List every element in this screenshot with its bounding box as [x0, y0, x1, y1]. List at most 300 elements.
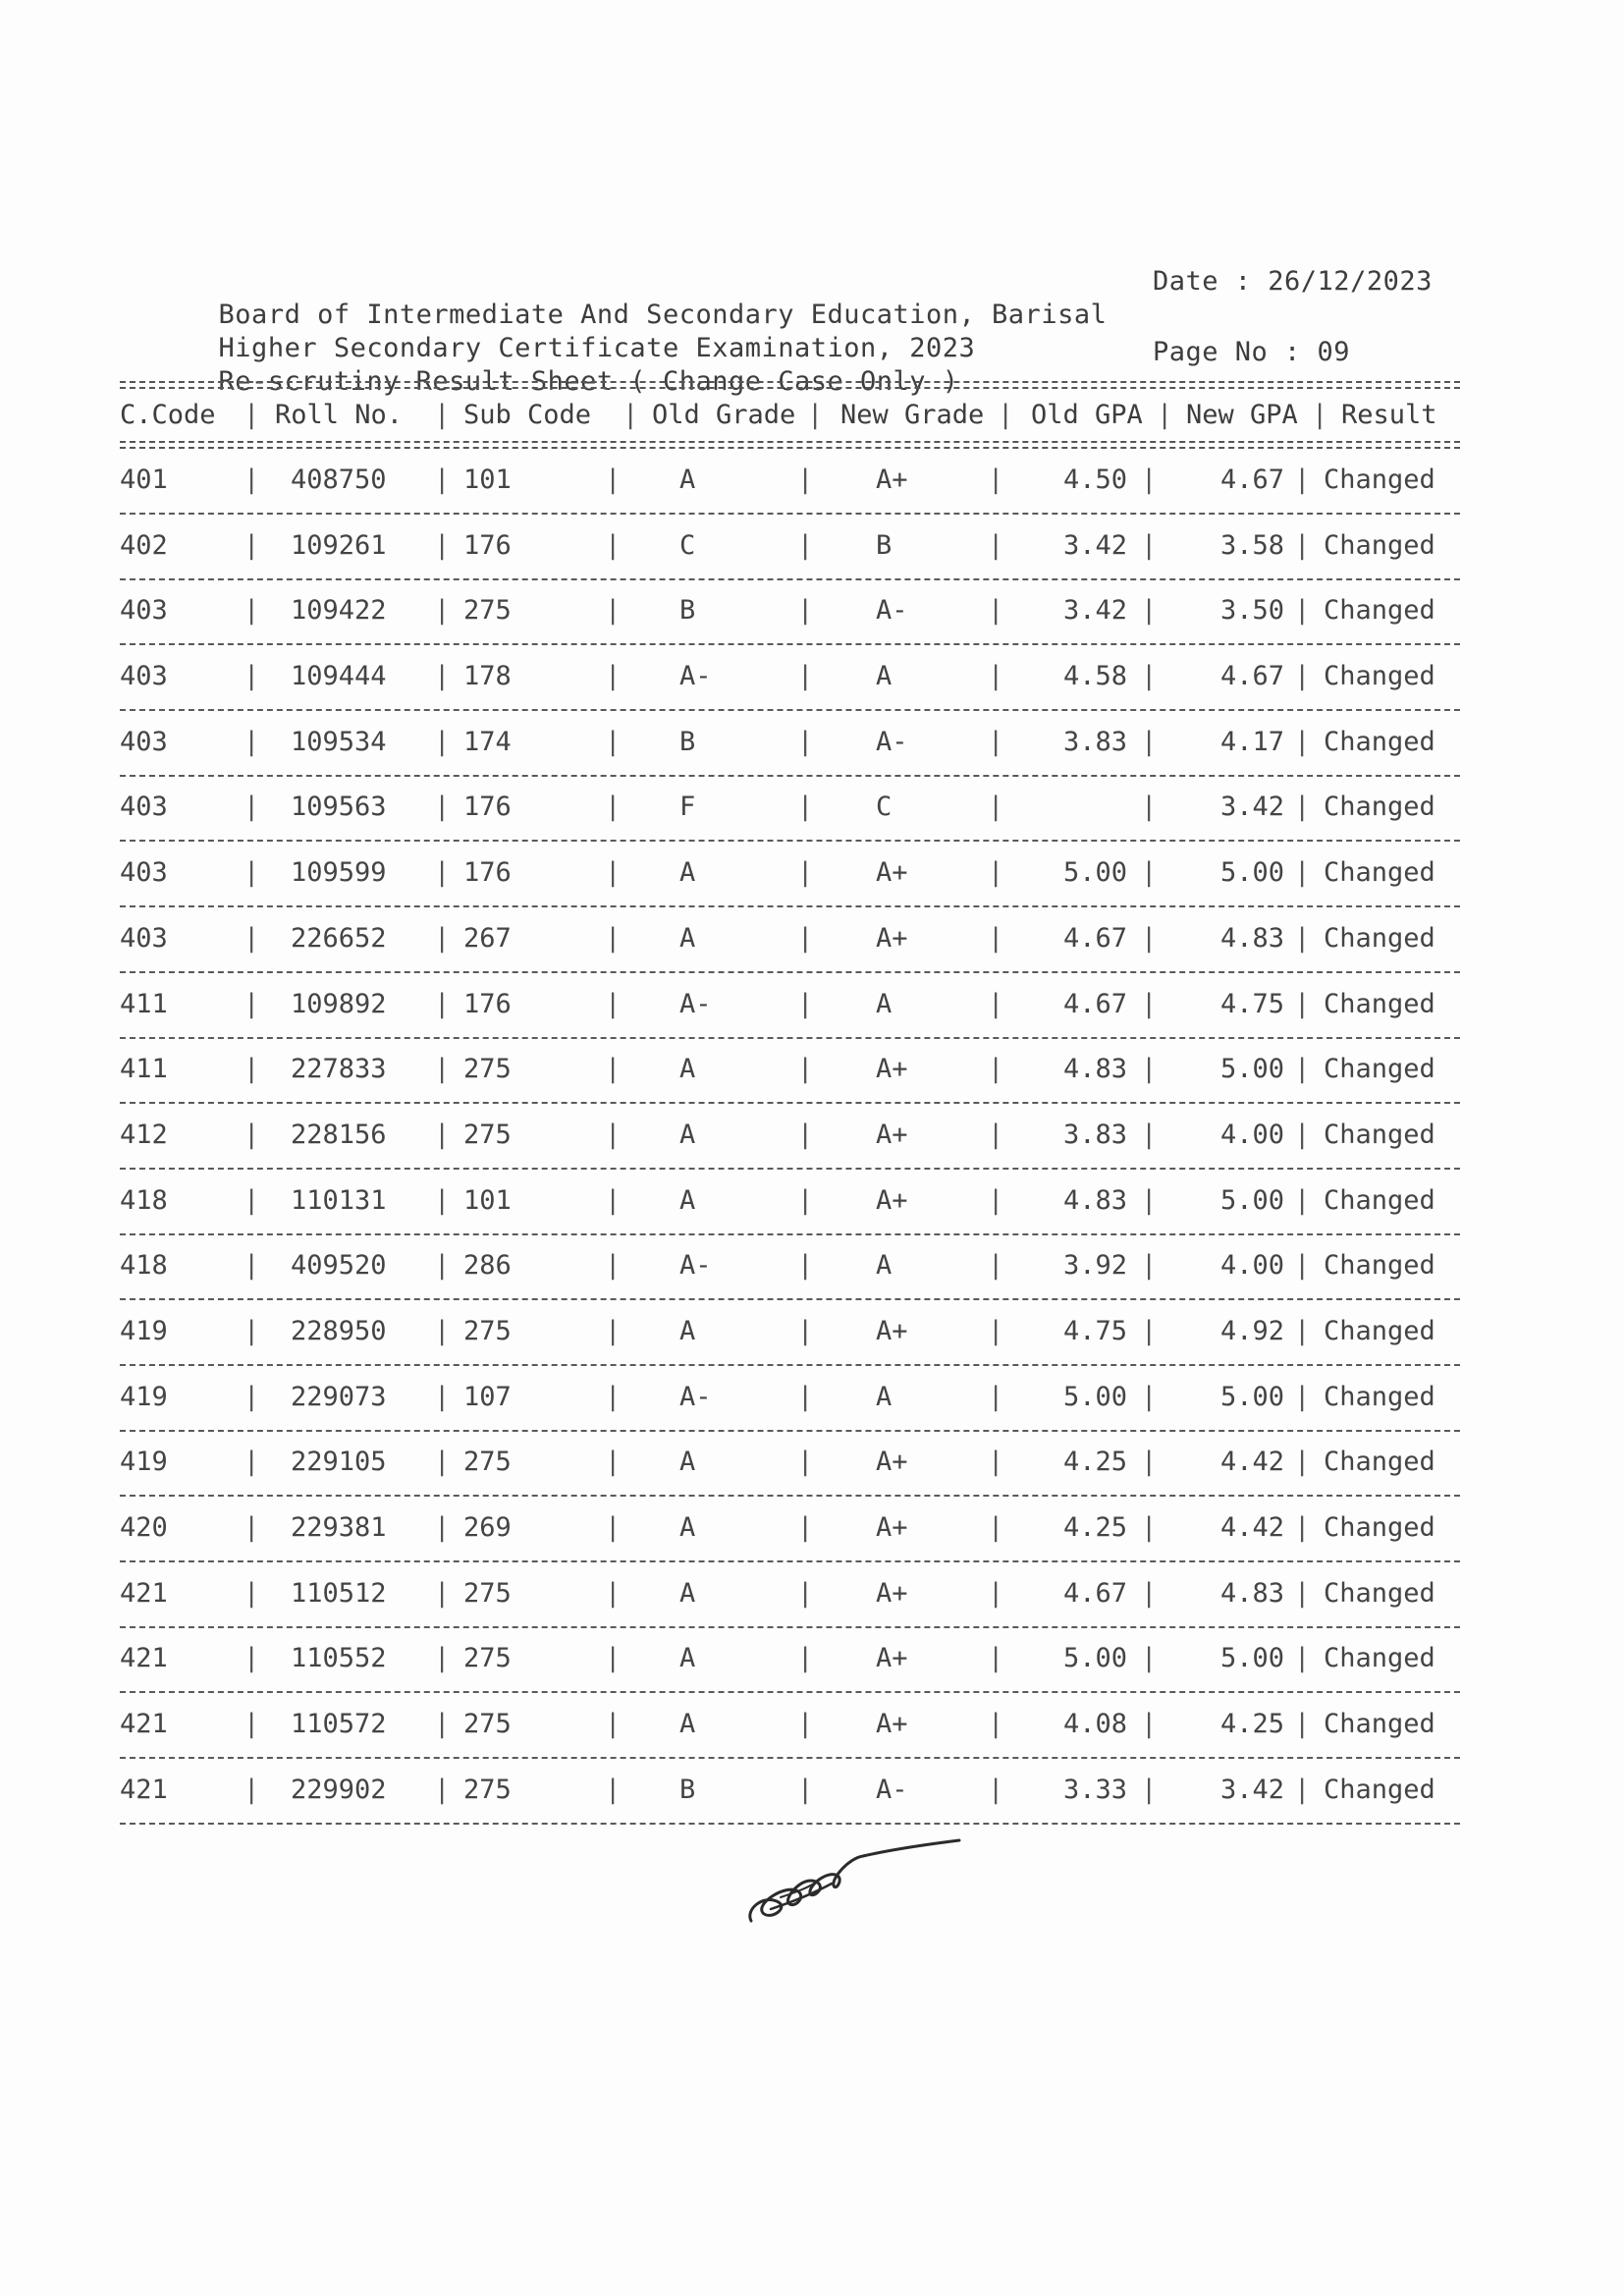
- cell-roll: 229105: [291, 1447, 387, 1478]
- divider-oldgrade: |: [797, 1512, 814, 1543]
- cell-oldgrade: A: [679, 1577, 696, 1609]
- table-row: [120, 1313, 1460, 1379]
- cell-newgrade: A+: [876, 922, 908, 954]
- cell-oldgrade: A: [679, 1184, 696, 1216]
- col-header-subcode: Sub Code: [463, 400, 592, 430]
- cell-ccode: 421: [120, 1643, 168, 1674]
- cell-result: Changed: [1324, 1774, 1435, 1805]
- row-divider: [120, 1430, 1460, 1432]
- table-row: [120, 854, 1460, 920]
- cell-oldgrade: A: [679, 1643, 696, 1674]
- divider-newgrade: |: [988, 1250, 1004, 1282]
- divider-newgrade: |: [988, 595, 1004, 627]
- cell-result: Changed: [1324, 988, 1435, 1019]
- divider-oldgrade: |: [797, 1381, 814, 1412]
- divider-newgrade: |: [988, 857, 1004, 889]
- sheet-title: Re-scrutiny Result Sheet ( Change Case Only ): [218, 366, 959, 397]
- cell-ccode: 421: [120, 1709, 168, 1740]
- cell-roll: 109534: [291, 726, 387, 757]
- cell-roll: 229902: [291, 1774, 387, 1805]
- cell-roll: 109892: [291, 988, 387, 1019]
- row-divider: [120, 840, 1460, 842]
- divider-newgpa: |: [1294, 595, 1311, 627]
- divider-oldgrade: |: [797, 726, 814, 757]
- divider-subcode: |: [605, 1315, 622, 1346]
- signature-icon: [741, 1815, 977, 1933]
- cell-newgrade: A+: [876, 465, 908, 495]
- cell-newgpa: 3.42: [1219, 1774, 1284, 1805]
- cell-subcode: 275: [463, 1447, 512, 1478]
- divider-oldgrade: |: [797, 1315, 814, 1346]
- cell-oldgpa: 3.42: [1062, 595, 1127, 627]
- cell-newgrade: A-: [876, 1774, 908, 1805]
- divider-newgrade: |: [988, 1577, 1004, 1609]
- divider-newgpa: |: [1294, 988, 1311, 1019]
- cell-oldgrade: A: [679, 857, 696, 889]
- cell-newgrade: A: [876, 1381, 893, 1412]
- cell-subcode: 267: [463, 922, 512, 954]
- divider-roll: |: [434, 1643, 451, 1674]
- cell-ccode: 402: [120, 529, 168, 561]
- cell-roll: 228950: [291, 1315, 387, 1346]
- cell-newgpa: 5.00: [1219, 1184, 1284, 1216]
- table-row: [120, 1706, 1460, 1772]
- divider-subcode: |: [605, 1577, 622, 1609]
- divider-roll: |: [434, 1315, 451, 1346]
- divider-ccode: |: [244, 922, 260, 954]
- cell-roll: 110131: [291, 1184, 387, 1216]
- row-divider: [120, 775, 1460, 777]
- divider-oldgpa: |: [1141, 529, 1158, 561]
- divider-oldgpa: |: [1141, 1184, 1158, 1216]
- col-divider: |: [1312, 400, 1328, 430]
- cell-newgrade: A+: [876, 1643, 908, 1674]
- divider-ccode: |: [244, 1577, 260, 1609]
- divider-ccode: |: [244, 1643, 260, 1674]
- row-divider: [120, 971, 1460, 973]
- divider-subcode: |: [605, 1250, 622, 1282]
- divider-oldgpa: |: [1141, 792, 1158, 823]
- divider-oldgrade: |: [797, 1709, 814, 1740]
- divider-oldgpa: |: [1141, 465, 1158, 495]
- cell-subcode: 101: [463, 1184, 512, 1216]
- cell-oldgrade: A-: [679, 1250, 712, 1282]
- divider-subcode: |: [605, 1709, 622, 1740]
- table-row: [120, 1444, 1460, 1509]
- cell-newgpa: 3.50: [1219, 595, 1284, 627]
- divider-subcode: |: [605, 1447, 622, 1478]
- cell-ccode: 421: [120, 1577, 168, 1609]
- cell-ccode: 419: [120, 1381, 168, 1412]
- divider-newgrade: |: [988, 922, 1004, 954]
- cell-ccode: 403: [120, 922, 168, 954]
- divider-oldgrade: |: [797, 1643, 814, 1674]
- row-divider: [120, 1626, 1460, 1628]
- divider-subcode: |: [605, 1774, 622, 1805]
- divider-subcode: |: [605, 1184, 622, 1216]
- divider-roll: |: [434, 988, 451, 1019]
- divider-newgpa: |: [1294, 922, 1311, 954]
- cell-oldgrade: A-: [679, 661, 712, 692]
- divider-oldgpa: |: [1141, 857, 1158, 889]
- table-row: [120, 1575, 1460, 1641]
- divider-ccode: |: [244, 1709, 260, 1740]
- table-header: [120, 400, 1460, 433]
- cell-oldgpa: 4.50: [1062, 465, 1127, 495]
- cell-oldgpa: 4.58: [1062, 661, 1127, 692]
- cell-oldgpa: 4.83: [1062, 1054, 1127, 1085]
- cell-oldgpa: 5.00: [1062, 857, 1127, 889]
- cell-newgrade: A: [876, 1250, 893, 1282]
- divider-roll: |: [434, 1709, 451, 1740]
- cell-result: Changed: [1324, 1119, 1435, 1150]
- divider-newgrade: |: [988, 465, 1004, 495]
- divider-roll: |: [434, 595, 451, 627]
- row-divider: [120, 1102, 1460, 1104]
- cell-oldgrade: A: [679, 922, 696, 954]
- cell-ccode: 418: [120, 1250, 168, 1282]
- cell-roll: 110572: [291, 1709, 387, 1740]
- row-divider: [120, 1298, 1460, 1300]
- cell-result: Changed: [1324, 465, 1435, 495]
- divider-oldgrade: |: [797, 1119, 814, 1150]
- cell-oldgpa: 5.00: [1062, 1643, 1127, 1674]
- cell-oldgpa: 3.83: [1062, 1119, 1127, 1150]
- cell-newgrade: A+: [876, 1709, 908, 1740]
- divider-ccode: |: [244, 988, 260, 1019]
- cell-result: Changed: [1324, 1643, 1435, 1674]
- cell-newgpa: 4.25: [1219, 1709, 1284, 1740]
- cell-ccode: 412: [120, 1119, 168, 1150]
- cell-subcode: 176: [463, 857, 512, 889]
- cell-newgpa: 4.83: [1219, 1577, 1284, 1609]
- cell-oldgpa: 4.75: [1062, 1315, 1127, 1346]
- cell-result: Changed: [1324, 792, 1435, 823]
- date-label: Date : 26/12/2023: [1153, 266, 1433, 297]
- divider-roll: |: [434, 922, 451, 954]
- col-header-roll: Roll No.: [275, 400, 404, 430]
- divider-ccode: |: [244, 1774, 260, 1805]
- divider-ccode: |: [244, 726, 260, 757]
- divider-newgrade: |: [988, 792, 1004, 823]
- divider-oldgrade: |: [797, 1577, 814, 1609]
- cell-ccode: 411: [120, 988, 168, 1019]
- divider-roll: |: [434, 529, 451, 561]
- cell-ccode: 411: [120, 1054, 168, 1085]
- col-header-newgpa: New GPA: [1186, 400, 1298, 430]
- col-divider: |: [807, 400, 824, 430]
- cell-subcode: 174: [463, 726, 512, 757]
- divider-subcode: |: [605, 529, 622, 561]
- cell-ccode: 419: [120, 1315, 168, 1346]
- col-divider: |: [434, 400, 451, 430]
- divider-oldgpa: |: [1141, 1381, 1158, 1412]
- cell-ccode: 421: [120, 1774, 168, 1805]
- divider-newgpa: |: [1294, 1315, 1311, 1346]
- cell-newgpa: 3.58: [1219, 529, 1284, 561]
- divider-oldgpa: |: [1141, 1054, 1158, 1085]
- cell-subcode: 275: [463, 1315, 512, 1346]
- divider-roll: |: [434, 1054, 451, 1085]
- cell-roll: 409520: [291, 1250, 387, 1282]
- cell-oldgrade: A: [679, 1054, 696, 1085]
- cell-newgrade: A+: [876, 1315, 908, 1346]
- divider-newgrade: |: [988, 1709, 1004, 1740]
- divider-newgpa: |: [1294, 1643, 1311, 1674]
- row-divider: [120, 905, 1460, 907]
- divider-newgpa: |: [1294, 1184, 1311, 1216]
- cell-newgpa: 4.00: [1219, 1250, 1284, 1282]
- divider-oldgpa: |: [1141, 922, 1158, 954]
- cell-newgpa: 4.00: [1219, 1119, 1284, 1150]
- cell-newgpa: 5.00: [1219, 857, 1284, 889]
- divider-subcode: |: [605, 857, 622, 889]
- divider-oldgrade: |: [797, 1774, 814, 1805]
- cell-newgrade: A+: [876, 1577, 908, 1609]
- divider-newgpa: |: [1294, 1381, 1311, 1412]
- cell-newgpa: 4.92: [1219, 1315, 1284, 1346]
- cell-ccode: 418: [120, 1184, 168, 1216]
- cell-result: Changed: [1324, 661, 1435, 692]
- divider-subcode: |: [605, 792, 622, 823]
- divider-newgpa: |: [1294, 726, 1311, 757]
- divider-roll: |: [434, 1774, 451, 1805]
- cell-newgrade: A+: [876, 1119, 908, 1150]
- cell-oldgpa: 4.67: [1062, 922, 1127, 954]
- table-row: [120, 1182, 1460, 1248]
- divider-newgrade: |: [988, 661, 1004, 692]
- table-row: [120, 789, 1460, 854]
- table-row: [120, 462, 1460, 527]
- table-row: [120, 527, 1460, 593]
- divider-oldgpa: |: [1141, 1577, 1158, 1609]
- row-divider: [120, 709, 1460, 711]
- table-row: [120, 920, 1460, 986]
- divider-newgpa: |: [1294, 792, 1311, 823]
- divider-subcode: |: [605, 1054, 622, 1085]
- cell-result: Changed: [1324, 1250, 1435, 1282]
- cell-newgpa: 4.42: [1219, 1512, 1284, 1543]
- divider-ccode: |: [244, 595, 260, 627]
- divider-newgpa: |: [1294, 1577, 1311, 1609]
- divider-oldgpa: |: [1141, 595, 1158, 627]
- cell-oldgpa: 3.92: [1062, 1250, 1127, 1282]
- divider-ccode: |: [244, 1184, 260, 1216]
- cell-ccode: 403: [120, 792, 168, 823]
- divider-newgpa: |: [1294, 529, 1311, 561]
- cell-subcode: 275: [463, 1643, 512, 1674]
- document-header: [120, 265, 1445, 397]
- divider-oldgrade: |: [797, 988, 814, 1019]
- divider-ccode: |: [244, 857, 260, 889]
- cell-subcode: 275: [463, 1774, 512, 1805]
- cell-subcode: 178: [463, 661, 512, 692]
- divider-roll: |: [434, 857, 451, 889]
- table-row: [120, 1051, 1460, 1117]
- divider-oldgrade: |: [797, 1184, 814, 1216]
- divider-roll: |: [434, 1119, 451, 1150]
- divider-newgrade: |: [988, 726, 1004, 757]
- cell-roll: 109261: [291, 529, 387, 561]
- row-divider: [120, 1757, 1460, 1759]
- col-header-result: Result: [1341, 400, 1437, 430]
- cell-result: Changed: [1324, 1315, 1435, 1346]
- cell-oldgpa: 5.00: [1062, 1381, 1127, 1412]
- row-divider: [120, 1233, 1460, 1235]
- divider-oldgrade: |: [797, 529, 814, 561]
- cell-result: Changed: [1324, 726, 1435, 757]
- cell-roll: 110552: [291, 1643, 387, 1674]
- cell-oldgrade: A: [679, 1315, 696, 1346]
- divider-newgrade: |: [988, 1119, 1004, 1150]
- table-row: [120, 1247, 1460, 1313]
- divider-oldgrade: |: [797, 792, 814, 823]
- row-divider: [120, 513, 1460, 515]
- divider-subcode: |: [605, 661, 622, 692]
- divider-subcode: |: [605, 465, 622, 495]
- cell-oldgrade: C: [679, 529, 696, 561]
- cell-result: Changed: [1324, 922, 1435, 954]
- cell-roll: 109563: [291, 792, 387, 823]
- divider-oldgpa: |: [1141, 726, 1158, 757]
- cell-oldgpa: 4.67: [1062, 1577, 1127, 1609]
- divider-subcode: |: [605, 1119, 622, 1150]
- table-row: [120, 1509, 1460, 1575]
- col-divider: |: [998, 400, 1014, 430]
- divider-oldgrade: |: [797, 922, 814, 954]
- cell-oldgrade: B: [679, 726, 696, 757]
- divider-newgrade: |: [988, 1184, 1004, 1216]
- cell-subcode: 101: [463, 465, 512, 495]
- cell-result: Changed: [1324, 857, 1435, 889]
- cell-oldgrade: A: [679, 1709, 696, 1740]
- divider-oldgpa: |: [1141, 1709, 1158, 1740]
- cell-oldgrade: F: [679, 792, 696, 823]
- divider-roll: |: [434, 1512, 451, 1543]
- divider-newgrade: |: [988, 1774, 1004, 1805]
- cell-oldgpa: 3.33: [1062, 1774, 1127, 1805]
- table-row: [120, 724, 1460, 790]
- cell-ccode: 403: [120, 661, 168, 692]
- divider-newgpa: |: [1294, 661, 1311, 692]
- divider-newgrade: |: [988, 1643, 1004, 1674]
- cell-oldgrade: A: [679, 1447, 696, 1478]
- table-row: [120, 986, 1460, 1052]
- divider-roll: |: [434, 1381, 451, 1412]
- table-row: [120, 658, 1460, 724]
- cell-newgpa: 5.00: [1219, 1054, 1284, 1085]
- cell-newgrade: C: [876, 792, 893, 823]
- divider-newgrade: |: [988, 1381, 1004, 1412]
- divider-ccode: |: [244, 1512, 260, 1543]
- col-header-ccode: C.Code: [120, 400, 216, 430]
- cell-newgpa: 4.75: [1219, 988, 1284, 1019]
- cell-result: Changed: [1324, 529, 1435, 561]
- col-divider: |: [623, 400, 639, 430]
- divider-ccode: |: [244, 529, 260, 561]
- cell-roll: 109422: [291, 595, 387, 627]
- divider-oldgpa: |: [1141, 1250, 1158, 1282]
- cell-result: Changed: [1324, 1054, 1435, 1085]
- cell-result: Changed: [1324, 1512, 1435, 1543]
- divider-newgrade: |: [988, 988, 1004, 1019]
- cell-newgpa: 4.67: [1219, 661, 1284, 692]
- cell-roll: 110512: [291, 1577, 387, 1609]
- board-name: Board of Intermediate And Secondary Education, Barisal: [218, 300, 1108, 330]
- row-divider: [120, 1364, 1460, 1366]
- cell-result: Changed: [1324, 1577, 1435, 1609]
- divider-oldgpa: |: [1141, 1643, 1158, 1674]
- table-row: [120, 1379, 1460, 1445]
- cell-roll: 408750: [291, 465, 387, 495]
- table-row: [120, 1640, 1460, 1706]
- cell-newgrade: B: [876, 529, 893, 561]
- col-divider: |: [1157, 400, 1173, 430]
- cell-ccode: 403: [120, 857, 168, 889]
- divider-oldgpa: |: [1141, 1512, 1158, 1543]
- divider-roll: |: [434, 1184, 451, 1216]
- header-top-rule: [120, 381, 1460, 389]
- cell-oldgpa: 4.25: [1062, 1512, 1127, 1543]
- divider-newgpa: |: [1294, 1054, 1311, 1085]
- cell-ccode: 419: [120, 1447, 168, 1478]
- cell-result: Changed: [1324, 595, 1435, 627]
- cell-newgpa: 4.67: [1219, 465, 1284, 495]
- cell-roll: 226652: [291, 922, 387, 954]
- divider-roll: |: [434, 1250, 451, 1282]
- divider-roll: |: [434, 1447, 451, 1478]
- divider-oldgrade: |: [797, 661, 814, 692]
- row-divider: [120, 1037, 1460, 1039]
- cell-roll: 227833: [291, 1054, 387, 1085]
- row-divider: [120, 1691, 1460, 1693]
- divider-roll: |: [434, 661, 451, 692]
- cell-result: Changed: [1324, 1709, 1435, 1740]
- row-divider: [120, 578, 1460, 580]
- row-divider: [120, 643, 1460, 645]
- cell-oldgrade: B: [679, 595, 696, 627]
- divider-oldgpa: |: [1141, 988, 1158, 1019]
- divider-ccode: |: [244, 1054, 260, 1085]
- divider-newgpa: |: [1294, 1709, 1311, 1740]
- results-table-body: [120, 462, 1460, 1836]
- divider-newgrade: |: [988, 1512, 1004, 1543]
- cell-subcode: 275: [463, 1577, 512, 1609]
- cell-newgpa: 4.83: [1219, 922, 1284, 954]
- divider-subcode: |: [605, 726, 622, 757]
- divider-newgpa: |: [1294, 1512, 1311, 1543]
- cell-roll: 109599: [291, 857, 387, 889]
- cell-oldgrade: A: [679, 465, 696, 495]
- col-divider: |: [244, 400, 260, 430]
- cell-subcode: 275: [463, 1054, 512, 1085]
- divider-newgrade: |: [988, 1447, 1004, 1478]
- divider-oldgpa: |: [1141, 1447, 1158, 1478]
- divider-oldgpa: |: [1141, 661, 1158, 692]
- cell-subcode: 275: [463, 1709, 512, 1740]
- divider-ccode: |: [244, 661, 260, 692]
- cell-subcode: 176: [463, 792, 512, 823]
- cell-newgpa: 4.17: [1219, 726, 1284, 757]
- divider-newgpa: |: [1294, 857, 1311, 889]
- divider-newgrade: |: [988, 1054, 1004, 1085]
- divider-roll: |: [434, 792, 451, 823]
- divider-oldgpa: |: [1141, 1774, 1158, 1805]
- cell-subcode: 107: [463, 1381, 512, 1412]
- divider-subcode: |: [605, 1512, 622, 1543]
- cell-newgrade: A+: [876, 1447, 908, 1478]
- cell-subcode: 275: [463, 595, 512, 627]
